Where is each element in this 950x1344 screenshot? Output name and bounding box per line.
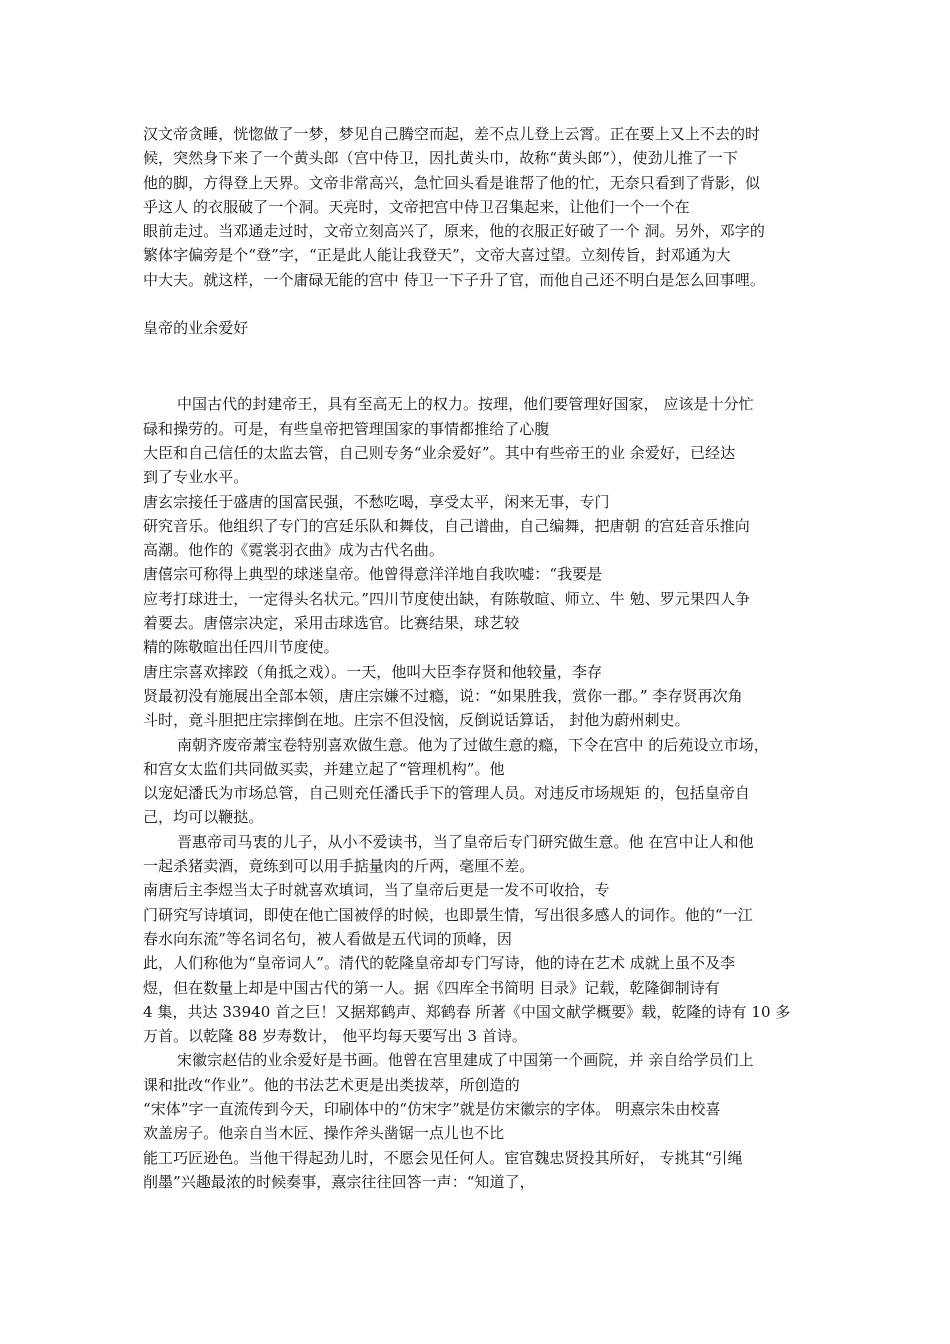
paragraph-dengtong [143, 122, 813, 292]
text-line: 门研究写诗填词，即使在他亡国被俘的时候，也即景生情，写出很多感人的词作。他的“一江 [143, 905, 753, 924]
text-line: “宋体”字一直流传到今天，印刷体中的“仿宋字”就是仿宋徽宗的字体。 明熹宗朱由校喜 [143, 1099, 721, 1118]
text-line: 4 集，共达 33940 首之巨！又据郑鹤声、郑鹤春 所著《中国文献学概要》载，乾隆的诗有 10 多 [143, 1002, 791, 1021]
section-body [143, 392, 813, 1194]
text-line: 南朝齐废帝萧宝卷特别喜欢做生意。他为了过做生意的瘾，下令在宫中 的后苑设立市场， [177, 735, 769, 754]
section-heading: 皇帝的业余爱好 [143, 319, 249, 338]
text-line: 中大夫。就这样，一个庸碌无能的宫中 侍卫一下子升了官，而他自己还不明白是怎么回事哩。 [143, 270, 765, 289]
text-line: 研究音乐。他组织了专门的宫廷乐队和舞伎，自己谱曲，自己编舞，把唐朝 的宫廷音乐推向 [143, 516, 750, 535]
text-line: 以宠妃潘氏为市场总管，自己则充任潘氏手下的管理人员。对违反市场规矩 的，包括皇帝自 [143, 784, 750, 803]
text-line: 万首。以乾隆 88 岁寿数计， 他平均每天要写出 3 首诗。 [143, 1027, 527, 1046]
text-line: 精的陈敬暄出任四川节度使。 [143, 638, 339, 657]
text-line: 唐玄宗接任于盛唐的国富民强，不愁吃喝，享受太平，闲来无事，专门 [143, 492, 610, 511]
text-line: 欢盖房子。他亲自当木匠、操作斧头凿锯一点儿也不比 [143, 1124, 505, 1143]
text-line: 春水向东流”等名词名句，被人看做是五代词的顶峰，因 [143, 929, 512, 948]
text-line: 和宫女太监们共同做买卖，并建立起了“管理机构”。他 [143, 759, 505, 778]
text-line: 大臣和自己信任的太监去管，自己则专务“业余爱好”。其中有些帝王的业 余爱好，已经达 [143, 443, 736, 462]
text-line: 南唐后主李煜当太子时就喜欢填词，当了皇帝后更是一发不可收拾，专 [143, 881, 610, 900]
document-body [143, 122, 813, 1194]
text-line: 到了专业水平。 [143, 468, 249, 487]
text-line: 中国古代的封建帝王，具有至高无上的权力。按理，他们要管理好国家， 应该是十分忙 [177, 395, 754, 414]
text-line: 汉文帝贪睡，恍惚做了一梦，梦见自己腾空而起，差不点儿登上云霄。正在要上又上不去的时 [143, 125, 761, 143]
text-line: 候，突然身下来了一个黄头郎（宫中侍卫，因扎黄头巾，故称“黄头郎”），使劲儿推了一下 [143, 149, 738, 168]
text-line: 他的脚，方得登上天界。文帝非常高兴，急忙回头看是谁帮了他的忙，无奈只看到了背影，似 [143, 173, 761, 192]
text-line: 宋徽宗赵佶的业余爱好是书画。他曾在宫里建成了中国第一个画院，并 亲自给学员们上 [177, 1051, 754, 1070]
text-line: 一起杀猪卖酒，竟练到可以用手掂量肉的斤两，毫厘不差。 [143, 857, 535, 876]
text-line: 己，均可以鞭挞。 [143, 808, 264, 827]
text-line: 繁体字偏旁是个“登”字，“正是此人能让我登天”，文帝大喜过望。立刻传旨，封邓通为大 [143, 246, 731, 265]
text-line: 乎这人 的衣服破了一个洞。天亮时，文帝把宫中侍卫召集起来，让他们一个一个在 [143, 197, 690, 216]
text-line: 贤最初没有施展出全部本领，唐庄宗嫌不过瘾，说：“如果胜我，赏你一郡。” 李存贤再次角 [143, 686, 743, 705]
text-line: 削墨”兴趣最浓的时候奏事，熹宗往往回答一声：“知道了， [143, 1172, 535, 1191]
text-line: 唐僖宗可称得上典型的球迷皇帝。他曾得意洋洋地自我吹嘘：“我要是 [143, 565, 603, 584]
text-line: 碌和操劳的。可是，有些皇帝把管理国家的事情都推给了心腹 [143, 419, 550, 438]
text-line: 着要去。唐僖宗决定，采用击球选官。比赛结果，球艺较 [143, 614, 520, 633]
text-line: 眼前走过。当邓通走过时，文帝立刻高兴了，原来，他的衣服正好破了一个 洞。另外，邓字的 [143, 222, 765, 241]
text-line: 斗时，竟斗胆把庄宗摔倒在地。庄宗不但没恼，反倒说话算话， 封他为蔚州刺史。 [143, 711, 690, 730]
text-line: 能工巧匠逊色。当他干得起劲儿时，不愿会见任何人。宦官魏忠贤投其所好， 专挑其“引绳 [143, 1148, 743, 1167]
text-line: 晋惠帝司马衷的儿子，从小不爱读书，当了皇帝后专门研究做生意。他 在宫中让人和他 [177, 832, 754, 851]
text-line: 煜，但在数量上却是中国古代的第一人。据《四库全书简明 目录》记载，乾隆御制诗有 [143, 978, 720, 997]
text-line: 课和批改“作业”。他的书法艺术更是出类拔萃，所创造的 [143, 1075, 520, 1094]
text-line: 唐庄宗喜欢摔跤（角抵之戏）。一天，他叫大臣李存贤和他较量，李存 [143, 662, 603, 681]
text-line: 此，人们称他为“皇帝词人”。清代的乾隆皇帝却专门写诗，他的诗在艺术 成就上虽不及李 [143, 954, 736, 973]
text-line: 高潮。他作的《霓裳羽衣曲》成为古代名曲。 [143, 541, 445, 560]
text-line: 应考打球进士，一定得头名状元。”四川节度使出缺，有陈敬暄、师立、牛 勉、罗元果四人争 [143, 589, 751, 608]
